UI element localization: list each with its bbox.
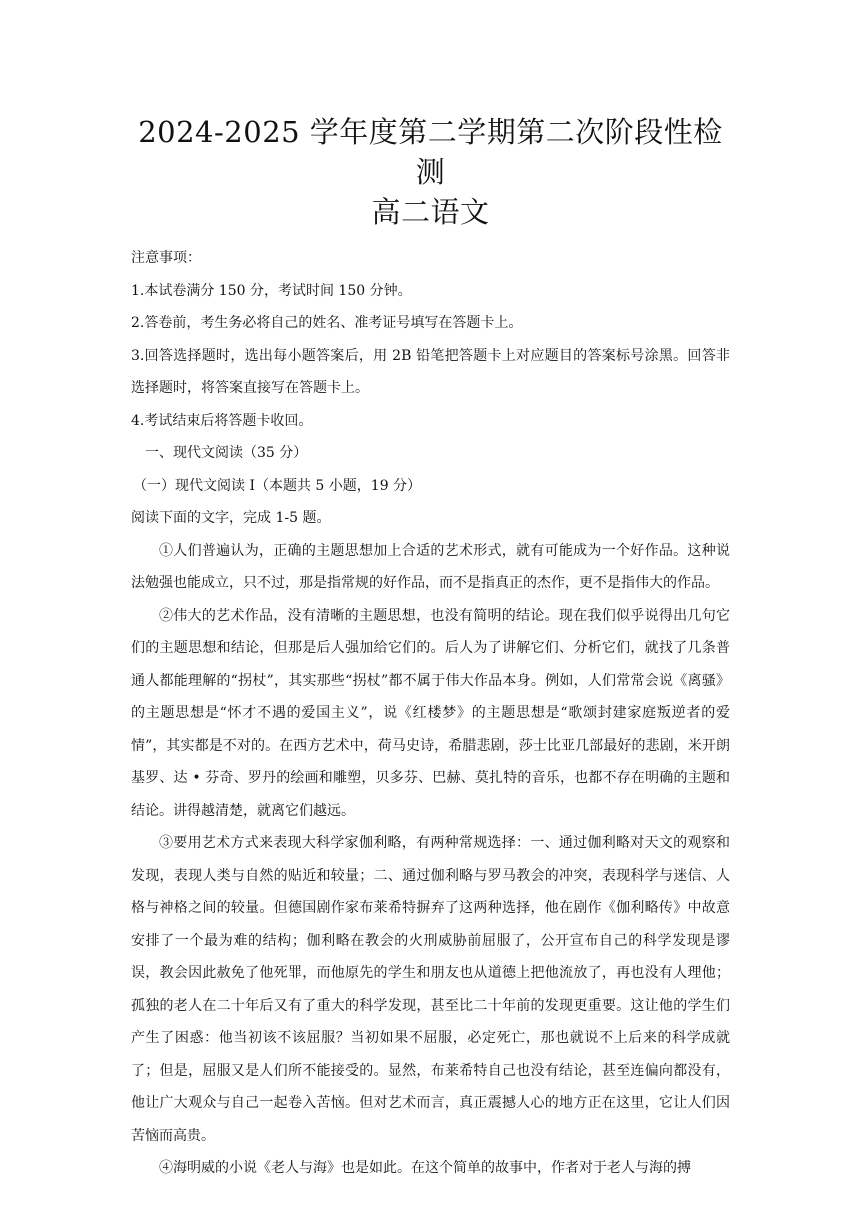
subject-title: 高二语文 [371, 195, 490, 229]
notice-item: 1.本试卷满分 150 分，考试时间 150 分钟。 [131, 282, 412, 299]
notice-heading: 注意事项： [131, 250, 201, 266]
notice-item: 3.回答选择题时，选出每小题答案后，用 2B 铅笔把答题卡上对应题目的答案标号涂黑。回答非选择题时，将答案直接写在答题卡上。 [131, 347, 730, 396]
exam-title: 2024-2025 学年度第二学期第二次阶段性检测 [138, 115, 723, 189]
passage-paragraph: ②伟大的艺术作品，没有清晰的主题思想，也没有简明的结论。现在我们似乎说得出几句它们的主题思想和结论，但那是后人强加给它们的。后人为了讲解它们、分析它们，就找了几条普通人都能理解的“拐杖”，其实那些“拐杖”都不属于伟大作品本身。例如，人们常常会说《离骚》的主题思想是“怀才不遇的爱国主义”，说《红楼梦》的主题思想是“歌颂封建家庭叛逆者的爱情”，其实都是不对的。在西方艺术中，荷马史诗，希腊悲剧，莎士比亚几部最好的悲剧，米开朗基罗、达 • 芬奇、罗丹的绘画和雕塑，贝多芬、巴赫、莫扎特的音乐，也都不存在明确的主题和结论。讲得越清楚，就离它们越远。 [131, 607, 730, 819]
exam-page [131, 112, 730, 1185]
passage-paragraph: ①人们普遍认为，正确的主题思想加上合适的艺术形式，就有可能成为一个好作品。这种说法勉强也能成立，只不过，那是指常规的好作品，而不是指真正的杰作，更不是指伟大的作品。 [131, 542, 730, 591]
passage-paragraph: ④海明威的小说《老人与海》也是如此。在这个简单的故事中，作者对于老人与海的搏 [159, 1160, 691, 1176]
section-subtitle: （一）现代文阅读 I（本题共 5 小题，19 分） [133, 477, 422, 494]
passage-paragraph: ③要用艺术方式来表现大科学家伽利略，有两种常规选择：一、通过伽利略对天文的观察和发现，表现人类与自然的贴近和较量；二、通过伽利略与罗马教会的冲突，表现科学与迷信、人格与神格之间的较量。但德国剧作家布莱希特摒弃了这两种选择，他在剧作《伽利略传》中故意安排了一个最为难的结构；伽利略在教会的火刑威胁前屈服了，公开宣布自己的科学发现是谬误，教会因此赦免了他死罪，而他原先的学生和朋友也从道德上把他流放了，再也没有人理他；孤独的老人在二十年后又有了重大的科学发现，甚至比二十年前的发现更重要。这让他的学生们产生了困惑：他当初该不该屈服？当初如果不屈服，必定死亡，那也就说不上后来的科学成就了；但是，屈服又是人们所不能接受的。显然，布莱希特自己也没有结论，甚至连偏向都没有，他让广大观众与自己一起卷入苦恼。但对艺术而言，真正震撼人心的地方正在这里，它让人们因苦恼而高贵。 [131, 835, 730, 1144]
notice-item: 4.考试结束后将答题卡收回。 [131, 412, 313, 429]
reading-instruction: 阅读下面的文字，完成 1-5 题。 [131, 510, 331, 526]
notice-item: 2.答卷前，考生务必将自己的姓名、准考证号填写在答题卡上。 [131, 315, 523, 331]
section-title: 一、现代文阅读（35 分） [145, 445, 308, 461]
